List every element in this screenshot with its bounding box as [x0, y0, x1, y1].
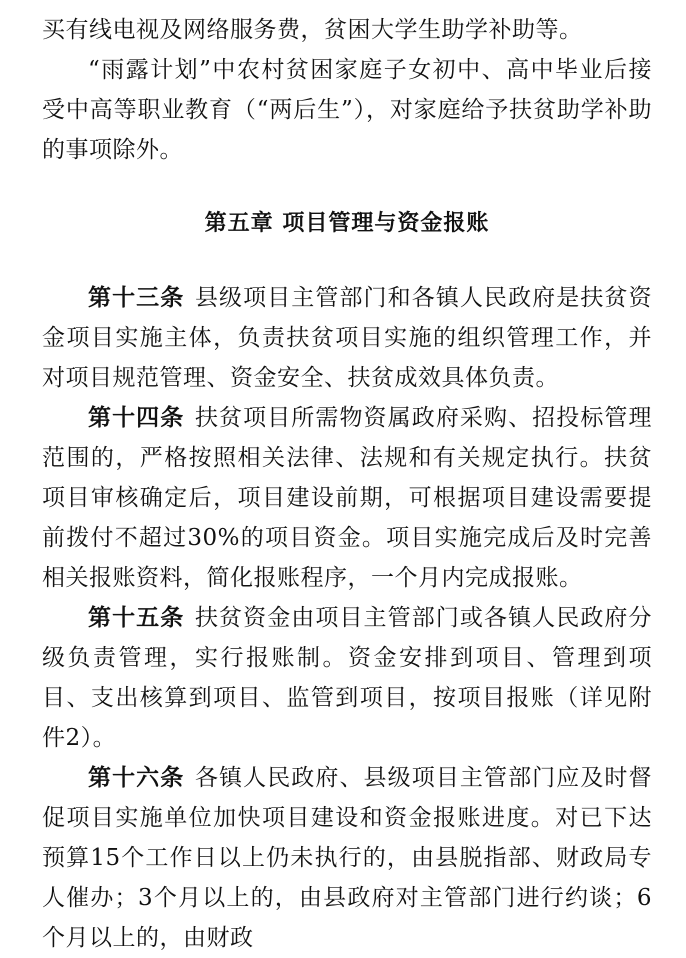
article-14 [42, 398, 652, 598]
article-16 [42, 758, 652, 958]
article-text: 扶贫项目所需物资属政府采购、招投标管理范围的，严格按照相关法律、法规和有关规定执行。扶贫项目审核确定后，项目建设前期，可根据项目建设需要提前拨付不超过30%的项目资金。项目实施完成后及时完善相关报账资料，简化报账程序，一个月内完成报账。 [42, 405, 653, 591]
paragraph-continued: 买有线电视及网络服务费，贫困大学生助学补助等。 [42, 17, 583, 43]
article-number: 第十六条 [88, 764, 185, 791]
article-number: 第十五条 [88, 604, 185, 631]
article-13 [42, 278, 652, 398]
article-text: 县级项目主管部门和各镇人民政府是扶贫资金项目实施主体，负责扶贫项目实施的组织管理工作，并对项目规范管理、资金安全、扶贫成效具体负责。 [42, 285, 653, 391]
paragraph-yulu-plan: “雨露计划”中农村贫困家庭子女初中、高中毕业后接受中高等职业教育（“两后生”），对家庭给予扶贫助学补助的事项除外。 [42, 57, 652, 163]
article-number: 第十四条 [88, 404, 185, 431]
article-text: 各镇人民政府、县级项目主管部门应及时督促项目实施单位加快项目建设和资金报账进度。对已下达预算15个工作日以上仍未执行的，由县脱指部、财政局专人催办；3个月以上的，由县政府对主管部门进行约谈；6个月以上的，由财政 [42, 765, 653, 951]
article-number: 第十三条 [88, 284, 185, 311]
article-text: 扶贫资金由项目主管部门或各镇人民政府分级负责管理，实行报账制。资金安排到项目、管理到项目、支出核算到项目、监管到项目，按项目报账（详见附件2）。 [42, 605, 653, 751]
chapter-heading: 第五章 项目管理与资金报账 [204, 211, 490, 236]
article-15 [42, 598, 652, 758]
